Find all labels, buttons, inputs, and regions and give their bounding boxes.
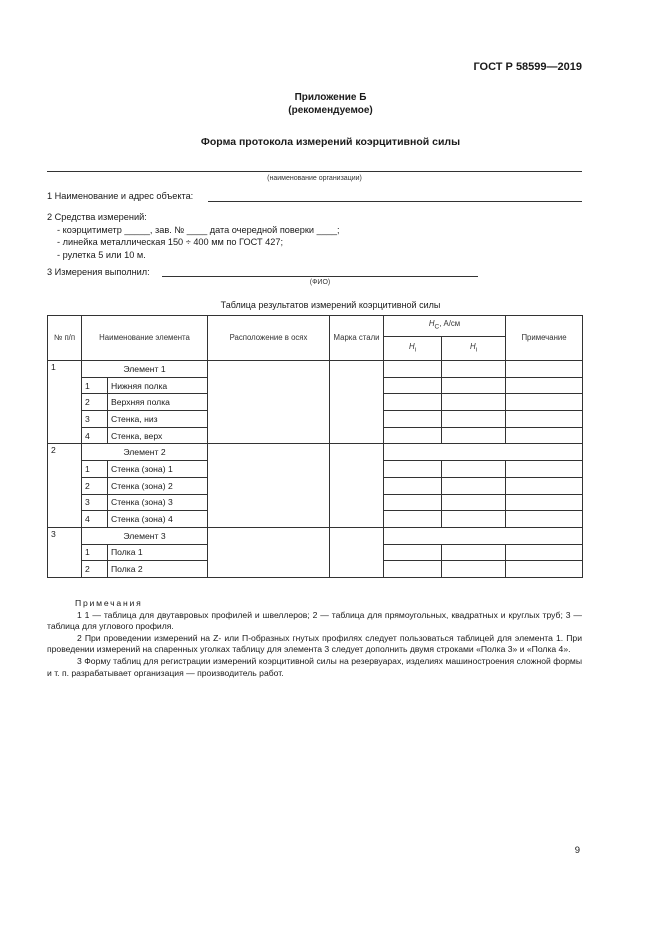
header-hc: $H_C$, А/см (384, 316, 506, 337)
h-cell (442, 561, 506, 578)
instrument-item: - рулетка 5 или 10 м. (57, 249, 146, 260)
h-cell (384, 461, 442, 478)
h-cell (384, 494, 442, 511)
h-cell (442, 494, 506, 511)
h-cell (442, 544, 506, 561)
header-note: Примечание (506, 316, 583, 361)
sub-name: Стенка (зона) 1 (108, 461, 208, 478)
sub-name: Верхняя полка (108, 394, 208, 411)
instrument-item: - коэрцитиметр _____, зав. № ____ дата очередной поверки ____; (57, 224, 340, 235)
note-cell (506, 394, 583, 411)
element-name: Элемент 3 (82, 527, 208, 544)
form-title: Форма протокола измерений коэрцитивной силы (200, 136, 461, 148)
element-number: 2 (48, 444, 82, 527)
h-cell (384, 544, 442, 561)
element-name: Элемент 1 (82, 361, 208, 378)
sub-name: Нижняя полка (108, 377, 208, 394)
table-row (48, 361, 583, 378)
sub-name: Стенка, низ (108, 411, 208, 428)
header-h1: $H_i$ (384, 337, 442, 361)
element-values-cell (384, 527, 583, 544)
fio-caption: (ФИО) (309, 279, 331, 286)
h-cell (442, 477, 506, 494)
table-row (48, 444, 583, 461)
sub-number: 2 (82, 394, 108, 411)
h-cell (442, 394, 506, 411)
sub-number: 2 (82, 477, 108, 494)
note-cell (506, 511, 583, 528)
object-name-label: 1 Наименование и адрес объекта: (47, 191, 194, 201)
element-number: 1 (48, 361, 82, 444)
sub-number: 4 (82, 427, 108, 444)
note-cell (506, 477, 583, 494)
location-cell (208, 361, 330, 444)
sub-name: Стенка (зона) 2 (108, 477, 208, 494)
mark-cell (330, 527, 384, 577)
appendix-subtitle: (рекомендуемое) (288, 105, 373, 116)
note-cell (506, 427, 583, 444)
object-name-line (208, 201, 582, 202)
h-cell (384, 561, 442, 578)
h-cell (442, 427, 506, 444)
element-values-cell (384, 444, 583, 461)
note-cell (506, 411, 583, 428)
h-cell (442, 377, 506, 394)
header-element-name: Наименование элемента (82, 316, 208, 361)
h-cell (442, 361, 506, 378)
h-cell (384, 377, 442, 394)
performed-by-line (162, 276, 478, 277)
sub-number: 3 (82, 494, 108, 511)
sub-number: 2 (82, 561, 108, 578)
sub-name: Стенка (зона) 4 (108, 511, 208, 528)
sub-name: Стенка (зона) 3 (108, 494, 208, 511)
h-cell (442, 461, 506, 478)
results-table (47, 315, 583, 578)
organization-line (47, 171, 582, 172)
appendix-heading (0, 91, 661, 117)
sub-number: 3 (82, 411, 108, 428)
header-number: № п/п (48, 316, 82, 361)
h-cell (384, 394, 442, 411)
h-cell (384, 411, 442, 428)
header-steel-mark: Марка стали (330, 316, 384, 361)
note-cell (506, 544, 583, 561)
note-cell (506, 361, 583, 378)
mark-cell (330, 361, 384, 444)
instruments-title: 2 Средства измерений: (47, 212, 147, 222)
appendix-title: Приложение Б (294, 92, 367, 103)
h-cell (442, 411, 506, 428)
note-cell (506, 461, 583, 478)
h-cell (384, 361, 442, 378)
location-cell (208, 444, 330, 527)
note-3: 3 Форму таблиц для регистрации измерений коэрцитивной силы на резервуарах, изделиях машиностроения сложной формы и т. п. разрабатывает организация — производитель работ. (47, 655, 582, 678)
standard-number: ГОСТ Р 58599—2019 (473, 61, 582, 73)
notes-heading: Примечания (75, 598, 143, 608)
sub-name: Полка 1 (108, 544, 208, 561)
sub-number: 1 (82, 544, 108, 561)
location-cell (208, 527, 330, 577)
h-cell (384, 477, 442, 494)
h-cell (384, 427, 442, 444)
notes-section (47, 598, 582, 679)
page-number: 9 (574, 845, 580, 856)
note-cell (506, 377, 583, 394)
mark-cell (330, 444, 384, 527)
measuring-instruments (47, 211, 340, 261)
h-cell (384, 511, 442, 528)
sub-name: Стенка, верх (108, 427, 208, 444)
table-caption: Таблица результатов измерений коэрцитивной силы (220, 300, 441, 310)
sub-name: Полка 2 (108, 561, 208, 578)
organization-caption: (наименование организации) (267, 175, 362, 182)
note-cell (506, 494, 583, 511)
instrument-item: - линейка металлическая 150 ÷ 400 мм по ГОСТ 427; (57, 237, 284, 247)
element-number: 3 (48, 527, 82, 577)
header-location: Расположение в осях (208, 316, 330, 361)
sub-number: 1 (82, 377, 108, 394)
header-h2: $H_i$ (442, 337, 506, 361)
note-cell (506, 561, 583, 578)
note-1: 1 1 — таблица для двутавровых профилей и швеллеров; 2 — таблица для прямоугольных, квадратных и круглых труб; 3 — таблица для углового профиля. (47, 609, 582, 632)
sub-number: 4 (82, 511, 108, 528)
performed-by-label: 3 Измерения выполнил: (47, 267, 150, 277)
element-name: Элемент 2 (82, 444, 208, 461)
table-row (48, 527, 583, 544)
sub-number: 1 (82, 461, 108, 478)
h-cell (442, 511, 506, 528)
note-2: 2 При проведении измерений на Z- или П-образных гнутых профилях следует пользоваться таблицей для элемента 1. При проведении измерений на спаренных уголках таблицу для элемента 3 следует дополнить двумя строками «Полка 3» и «Полка 4». (47, 632, 582, 655)
